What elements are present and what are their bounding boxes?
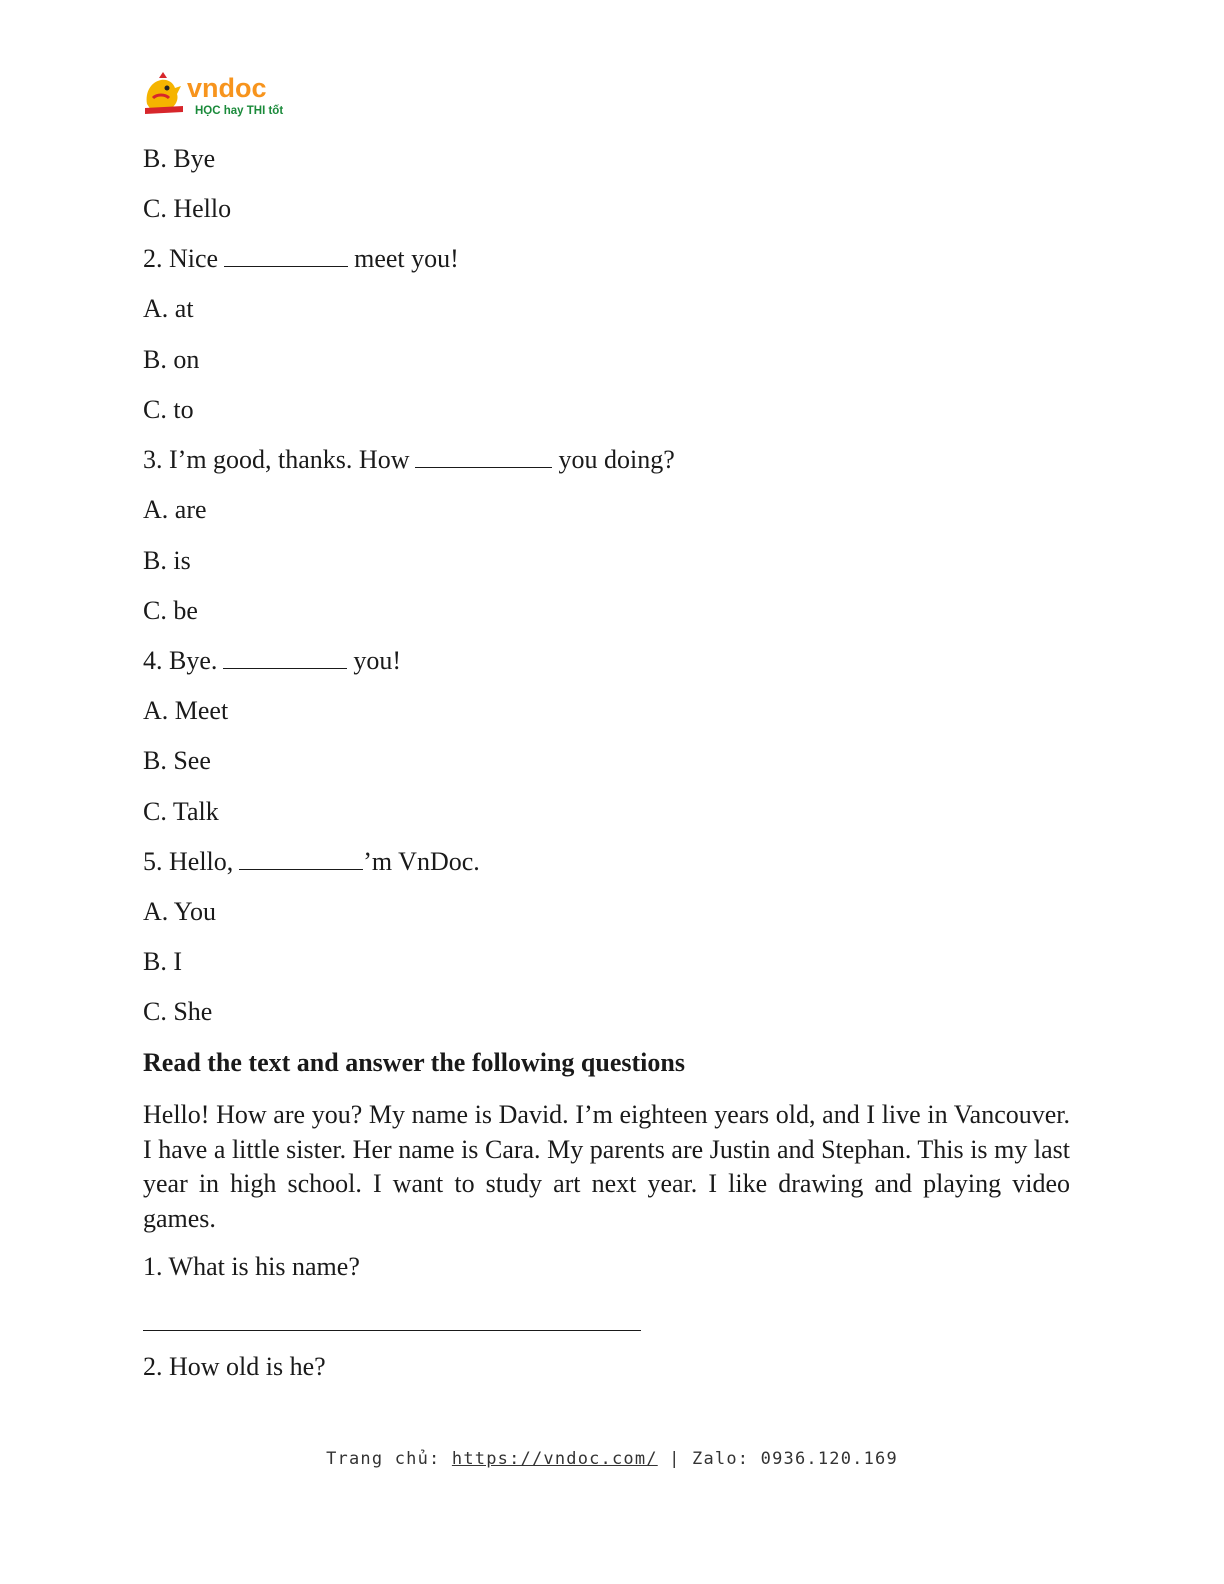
reading-passage: Hello! How are you? My name is David. I’m eighteen years old, and I live in Vancouver. I have a little sister. Her name is Cara. My parents are Justin and Stephan. This is my last year in high school. I want to study art next year. I like drawing and playing video games. xyxy=(143,1100,1070,1233)
option-b-bye: B. Bye xyxy=(143,144,216,173)
option-a-you: A. You xyxy=(143,897,216,926)
option-b-i: B. I xyxy=(143,947,182,976)
question-4: 4. Bye. you! xyxy=(143,646,402,675)
fill-blank[interactable] xyxy=(239,847,363,870)
option-a-at: A. at xyxy=(143,294,194,323)
option-a-are: A. are xyxy=(143,495,207,524)
option-c-be: C. be xyxy=(143,596,198,625)
footer-separator: | xyxy=(669,1449,681,1469)
section-heading: Read the text and answer the following questions xyxy=(143,1048,685,1077)
option-a-meet: A. Meet xyxy=(143,696,229,725)
option-c-she: C. She xyxy=(143,997,213,1026)
footer-label: Trang chủ: xyxy=(326,1449,441,1469)
vndoc-logo[interactable] xyxy=(143,70,293,120)
option-c-talk: C. Talk xyxy=(143,797,219,826)
reading-question-2: 2. How old is he? xyxy=(143,1352,326,1381)
zalo-contact: Zalo: 0936.120.169 xyxy=(692,1449,898,1469)
reading-question-1: 1. What is his name? xyxy=(143,1252,360,1281)
option-b-is: B. is xyxy=(143,546,191,575)
option-b-on: B. on xyxy=(143,345,200,374)
question-3: 3. I’m good, thanks. How you doing? xyxy=(143,445,675,474)
homepage-link[interactable]: https://vndoc.com/ xyxy=(451,1449,658,1469)
svg-text:vndoc: vndoc xyxy=(187,73,267,103)
option-c-to: C. to xyxy=(143,395,194,424)
answer-blank-line[interactable] xyxy=(143,1330,641,1331)
fill-blank[interactable] xyxy=(415,445,552,468)
question-5: 5. Hello, ’m VnDoc. xyxy=(143,847,480,876)
option-c-hello: C. Hello xyxy=(143,194,232,223)
logo-mascot-icon xyxy=(143,70,293,120)
option-b-see: B. See xyxy=(143,746,211,775)
question-2: 2. Nice meet you! xyxy=(143,244,459,273)
page-footer xyxy=(0,1449,1224,1469)
fill-blank[interactable] xyxy=(224,244,348,267)
svg-text:HỌC hay THI tốt: HỌC hay THI tốt xyxy=(195,105,284,117)
fill-blank[interactable] xyxy=(223,646,347,669)
